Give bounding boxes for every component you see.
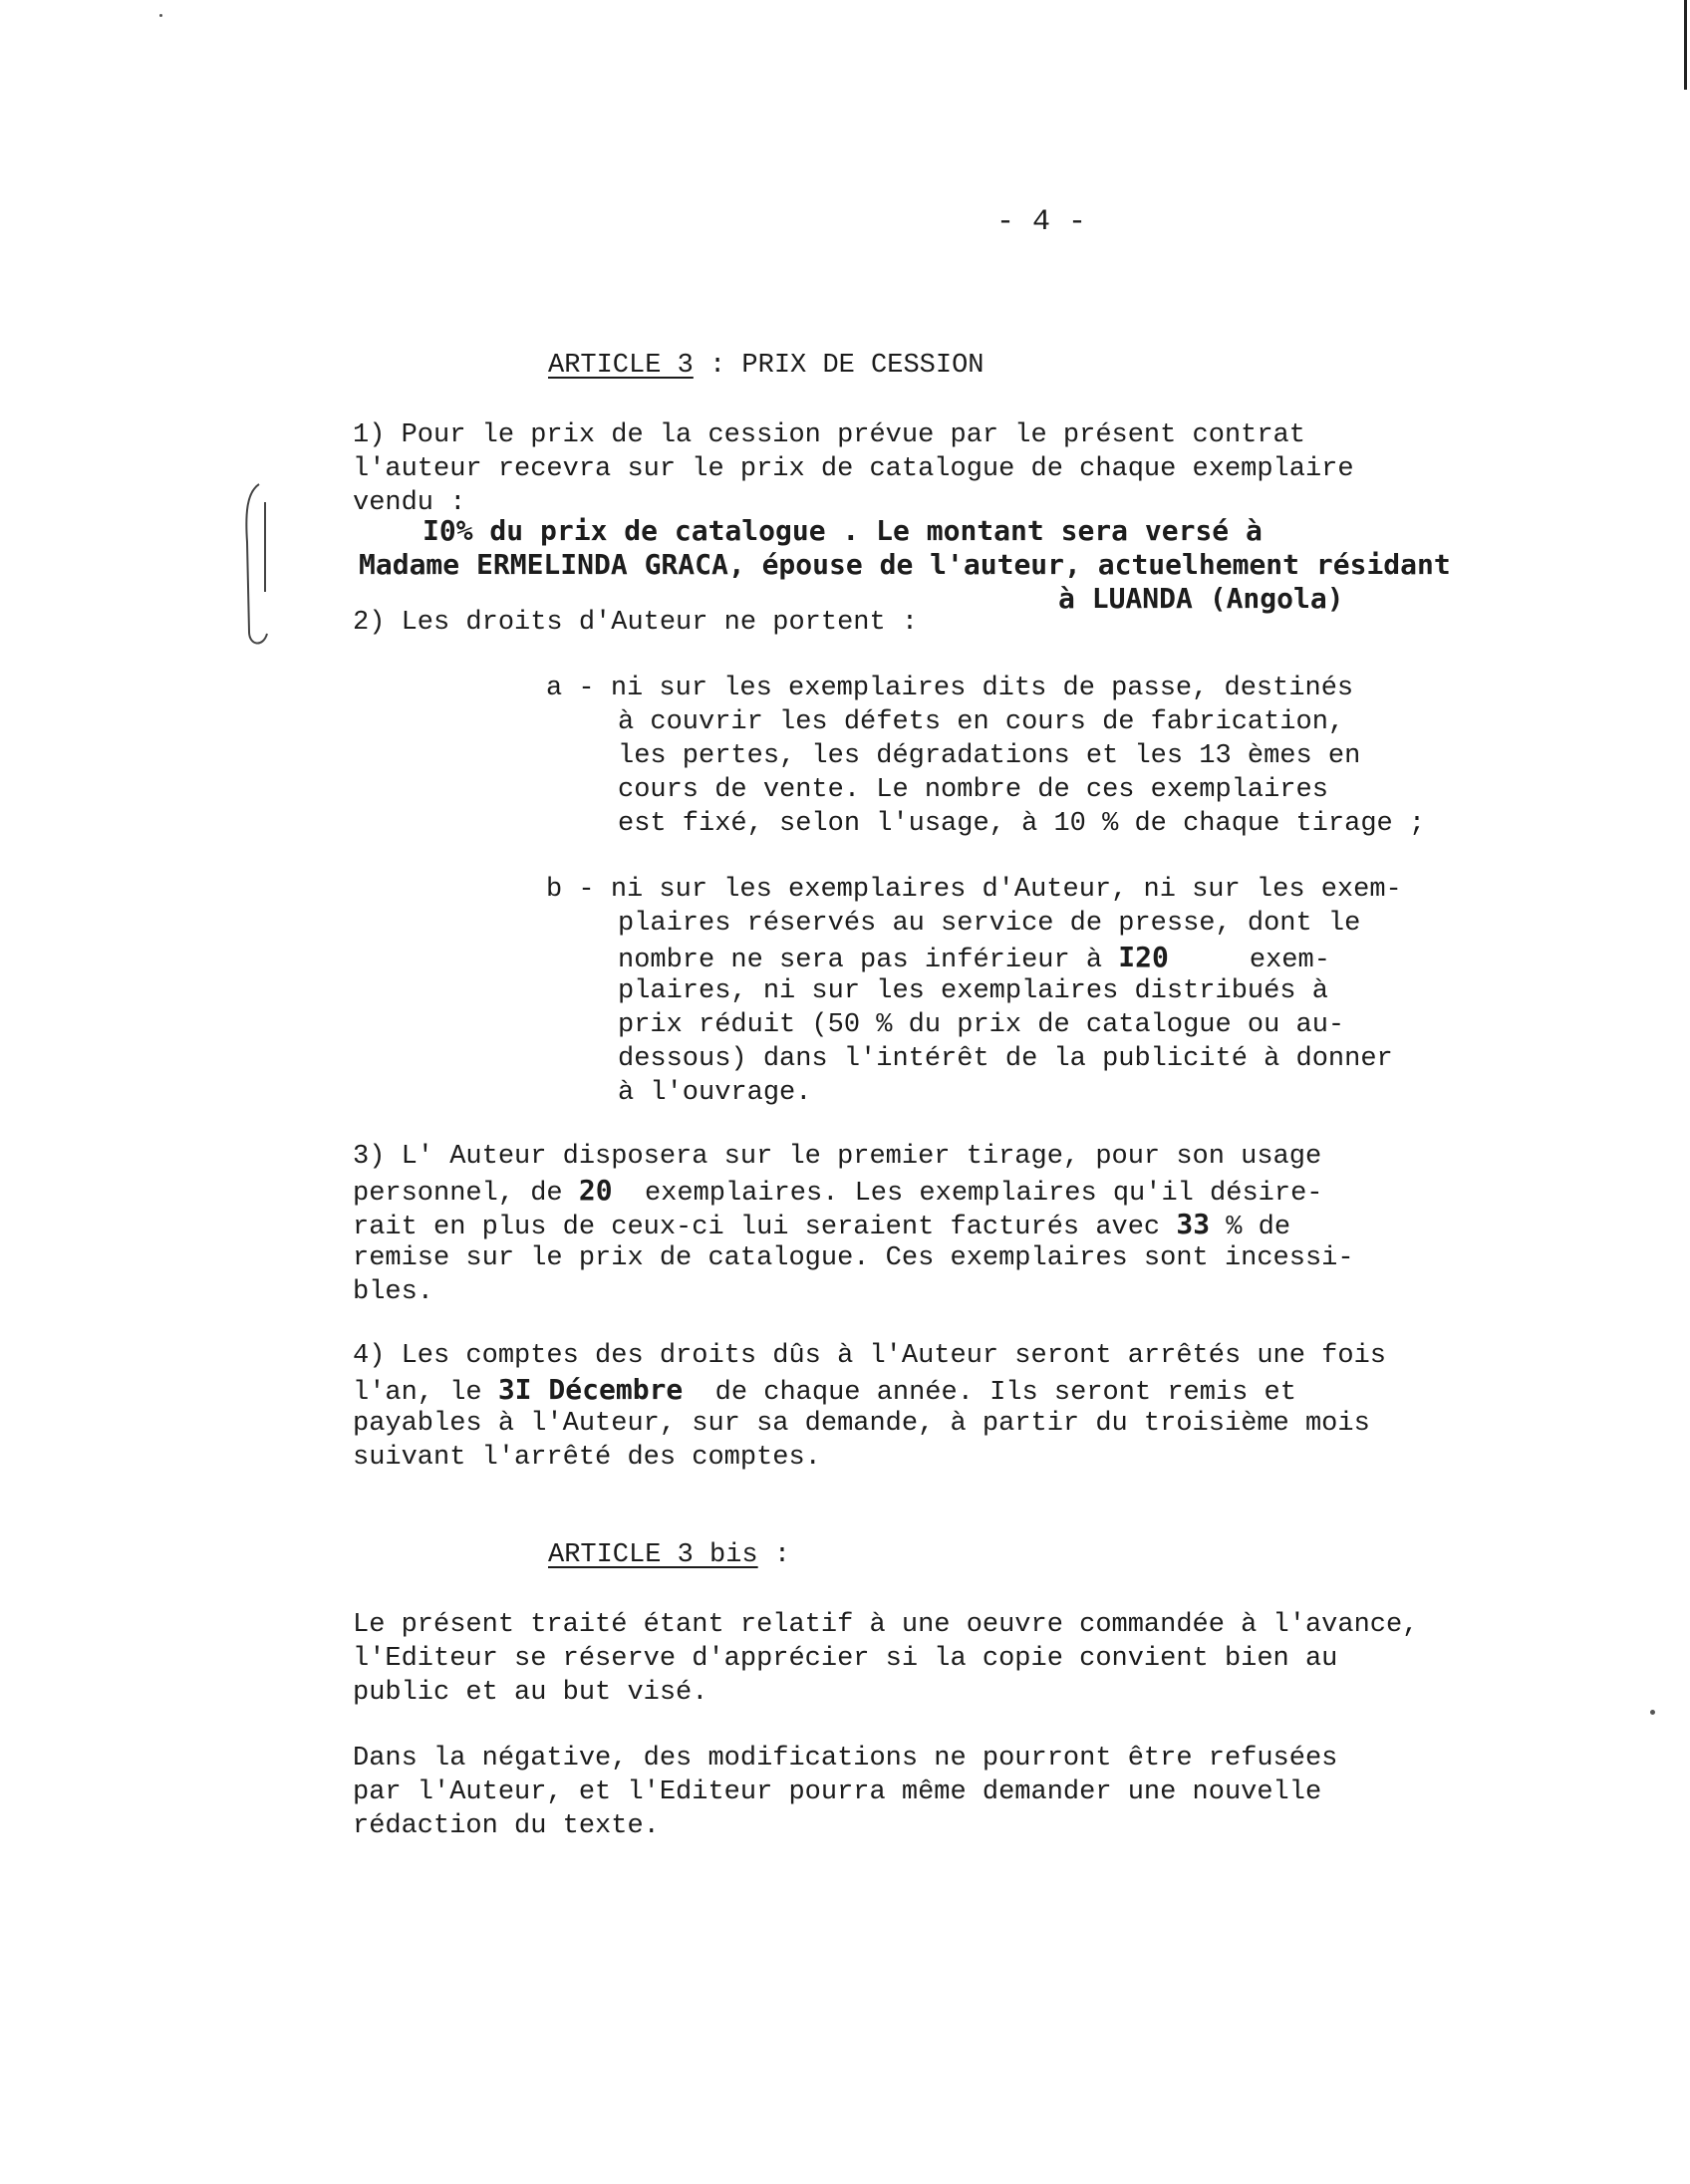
text-line: ni sur les exemplaires dits de passe, destinés	[610, 674, 1354, 703]
text-line: plaires réservés au service de presse, dont le	[618, 909, 1361, 939]
text-line: remise sur le prix de catalogue. Ces exemplaires sont incessi-	[353, 1243, 1354, 1273]
paragraph-2-intro	[353, 606, 918, 640]
paperclip-mark	[239, 482, 285, 652]
item-b	[546, 873, 1402, 1110]
text-line: l'auteur recevra sur le prix de catalogue de chaque exemplaire	[353, 454, 1354, 484]
text-line: à l'ouvrage.	[618, 1078, 812, 1108]
text-line: bles.	[353, 1277, 434, 1307]
scan-speck	[1650, 1710, 1655, 1715]
article-3-bis-heading	[548, 1540, 790, 1570]
text-line: public et au but visé.	[353, 1678, 708, 1708]
paragraph-3-bis-2	[353, 1742, 1337, 1843]
paragraph-3-bis-1	[353, 1608, 1418, 1710]
text-line: l'an, le	[353, 1378, 498, 1408]
text-line: I0% du prix de catalogue . Le montant sera versé à	[422, 514, 1263, 547]
text-line: est fixé, selon l'usage, à 10 % de chaque tirage ;	[618, 809, 1426, 839]
page-number: - 4 -	[996, 205, 1087, 239]
text-line: ni sur les exemplaires d'Auteur, ni sur les exem-	[610, 875, 1402, 905]
text-line: Dans la négative, des modifications ne pourront être refusées	[353, 1744, 1338, 1774]
text-line: 3) L' Auteur disposera sur le premier tirage, pour son usage	[353, 1142, 1322, 1172]
text-line: 1) Pour le prix de la cession prévue par le présent contrat	[353, 420, 1305, 450]
article-3-heading	[548, 351, 984, 381]
text-line: les pertes, les dégradations et les 13 èmes en	[618, 741, 1361, 771]
text-line: prix réduit (50 % du prix de catalogue ou au-	[618, 1010, 1345, 1040]
paragraph-4	[353, 1339, 1386, 1475]
text-line: l'Editeur se réserve d'apprécier si la copie convient bien au	[353, 1644, 1338, 1674]
text-line: exem-	[1168, 946, 1330, 975]
text-line: rédaction du texte.	[353, 1811, 660, 1841]
text-line: % de	[1210, 1213, 1291, 1242]
royalty-clause-bold	[1058, 582, 1344, 616]
scan-edge-mark	[1684, 0, 1687, 90]
text-line: suivant l'arrêté des comptes.	[353, 1443, 821, 1473]
author-copies-count: 20	[578, 1174, 613, 1207]
item-b-marker: b -	[546, 875, 595, 905]
text-line: exemplaires. Les exemplaires qu'il désire-	[612, 1179, 1323, 1209]
text-line: à couvrir les défets en cours de fabrication,	[618, 707, 1345, 737]
text-line: 2) Les droits d'Auteur ne portent :	[353, 608, 919, 638]
text-line: 4) Les comptes des droits dûs à l'Auteur seront arrêtés une fois	[353, 1341, 1386, 1371]
scan-speck	[159, 14, 162, 17]
text-line: rait en plus de ceux-ci lui seraient facturés avec	[353, 1213, 1177, 1242]
text-line: plaires, ni sur les exemplaires distribués à	[618, 976, 1328, 1006]
article-3-bis-suffix: :	[757, 1540, 791, 1570]
text-line: cours de vente. Le nombre de ces exemplaires	[618, 775, 1328, 805]
article-3-title: ARTICLE 3	[548, 351, 694, 381]
text-line: à LUANDA (Angola)	[1058, 582, 1344, 615]
text-line: par l'Auteur, et l'Editeur pourra même demander une nouvelle	[353, 1777, 1322, 1807]
accounting-date: 3I Décembre	[497, 1373, 684, 1406]
item-a-marker: a -	[546, 674, 595, 703]
article-3-bis-title: ARTICLE 3 bis	[548, 1540, 758, 1570]
discount-percent: 33	[1176, 1208, 1211, 1240]
text-line: nombre ne sera pas inférieur à	[618, 946, 1119, 975]
article-3-subtitle: : PRIX DE CESSION	[693, 351, 985, 381]
royalty-clause-bold	[422, 514, 1263, 548]
paragraph-1	[353, 418, 1354, 520]
text-line: de chaque année. Ils seront remis et	[683, 1378, 1296, 1408]
item-a	[546, 672, 1425, 841]
text-line: personnel, de	[353, 1179, 579, 1209]
text-line: payables à l'Auteur, sur sa demande, à partir du troisième mois	[353, 1409, 1370, 1439]
text-line: vendu :	[353, 488, 466, 518]
press-copies-count: I20	[1118, 941, 1169, 973]
paragraph-3	[353, 1140, 1354, 1309]
text-line: Madame ERMELINDA GRACA, épouse de l'auteur, actuelhement résidant	[359, 548, 1451, 581]
text-line: Le présent traité étant relatif à une oeuvre commandée à l'avance,	[353, 1610, 1419, 1640]
royalty-clause-bold	[359, 548, 1451, 582]
text-line: dessous) dans l'intérêt de la publicité à donner	[618, 1044, 1393, 1074]
